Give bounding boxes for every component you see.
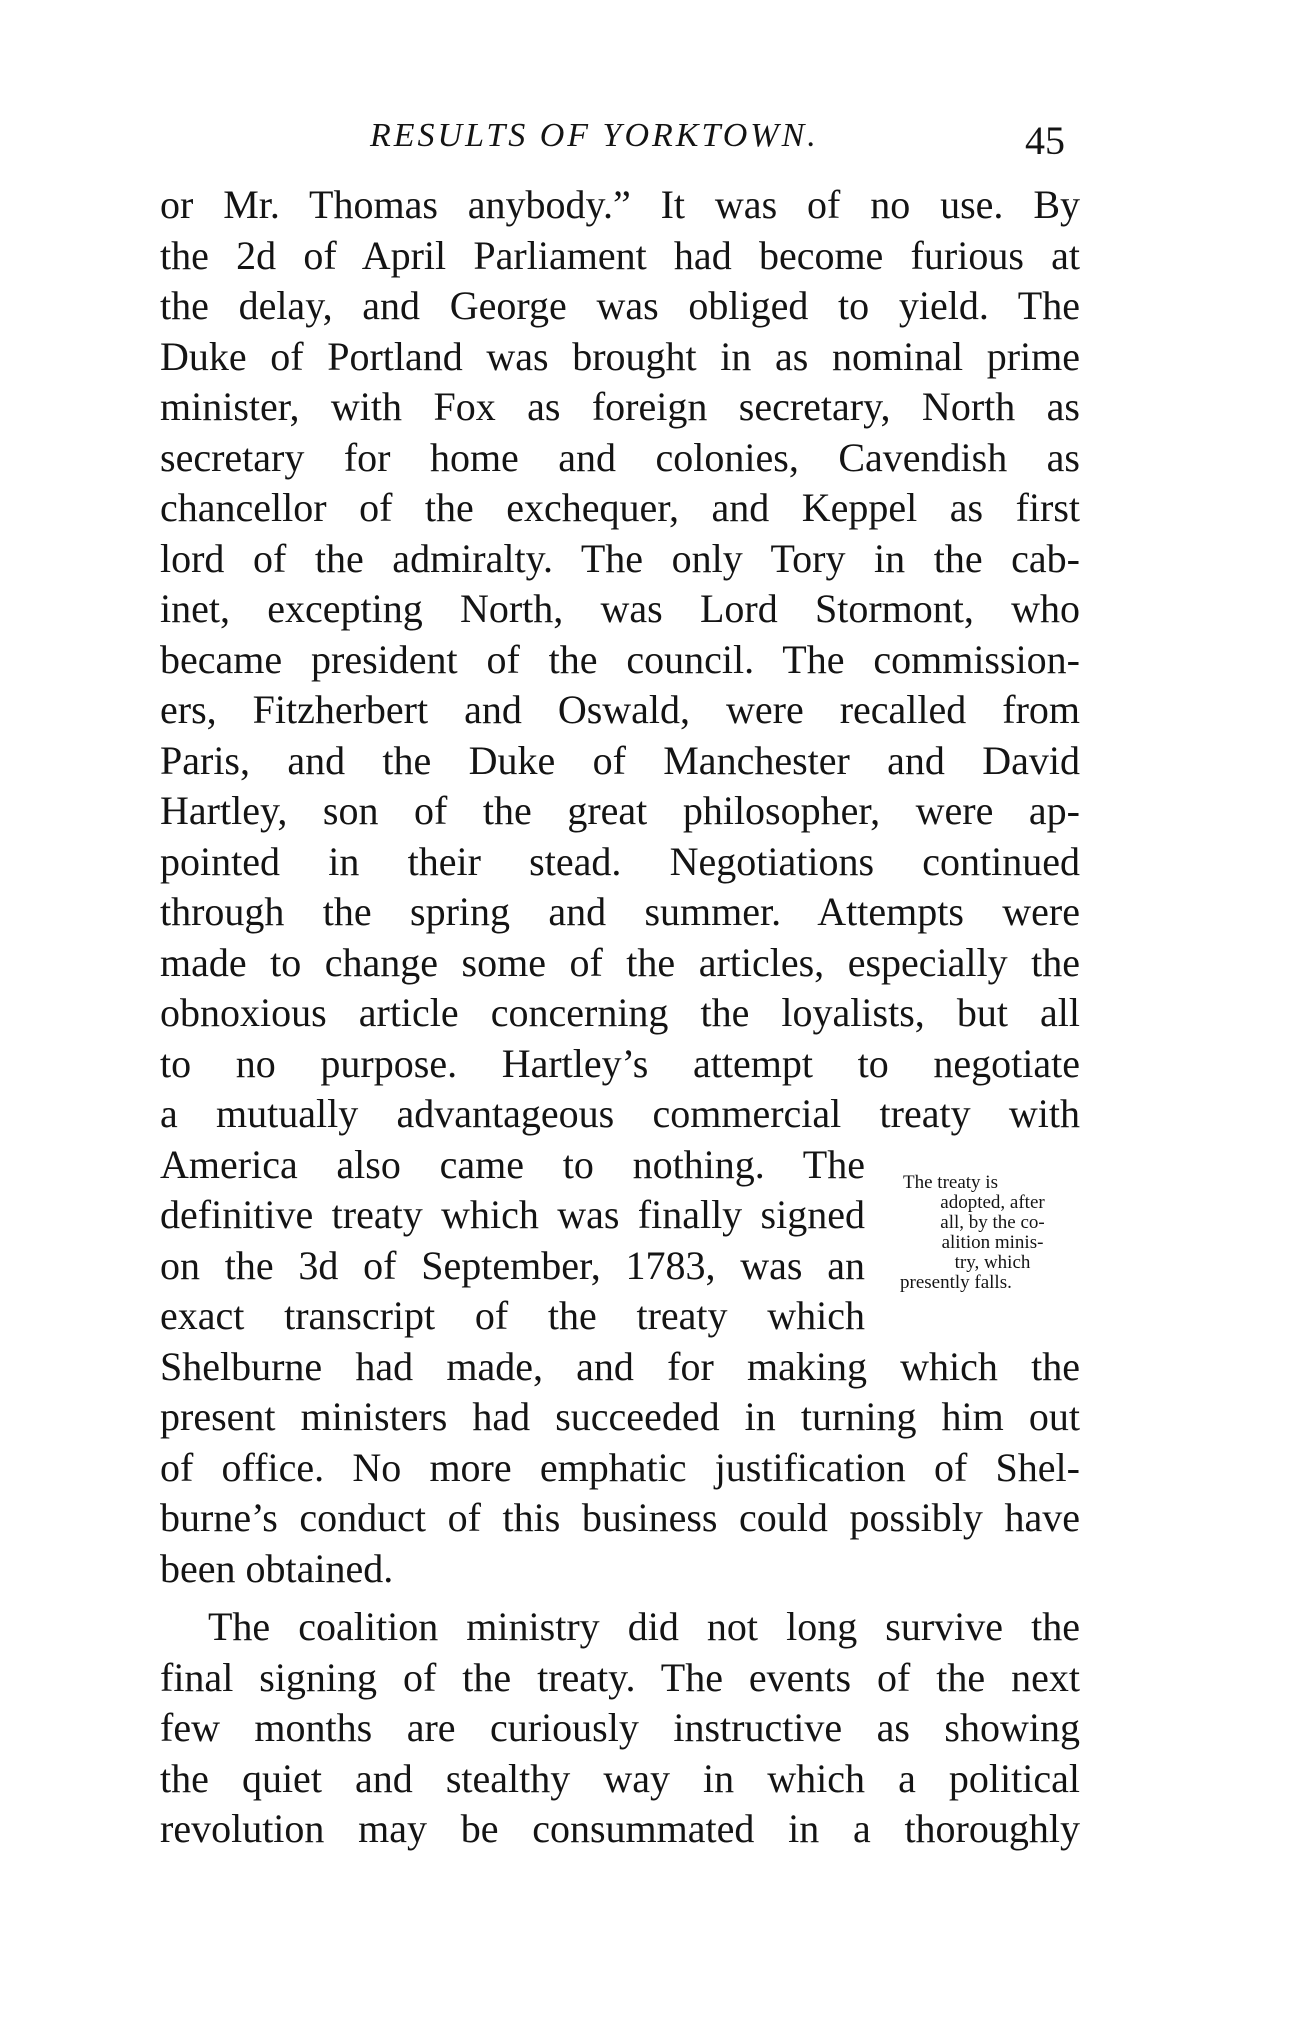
text-line: Shelburne had made, and for making which the: [160, 1343, 1080, 1389]
text-line: America also came to nothing. The: [160, 1141, 865, 1187]
margin-note-line: presently falls.: [900, 1272, 1012, 1293]
text-line: chancellor of the exchequer, and Keppel as first: [160, 485, 1080, 530]
margin-note-line: alition minis-: [941, 1232, 1044, 1253]
text-line: definitive treaty which was finally signed: [160, 1192, 865, 1237]
page-number: 45: [1025, 118, 1065, 163]
text-line: Paris, and the Duke of Manchester and David: [160, 737, 1080, 783]
text-line: or Mr. Thomas anybody.” It was of no use. By: [160, 182, 1080, 227]
text-line: became president of the council. The commission-: [160, 636, 1080, 682]
text-line: the quiet and stealthy way in which a political: [160, 1755, 1080, 1801]
text-line: ers, Fitzherbert and Oswald, were recalled from: [160, 687, 1080, 732]
text-line: of office. No more emphatic justification of Shel-: [160, 1444, 1080, 1490]
text-line: on the 3d of September, 1783, was an: [160, 1242, 865, 1288]
text-line: obnoxious article concerning the loyalists, but all: [160, 990, 1080, 1035]
text-line: few months are curiously instructive as showing: [160, 1705, 1080, 1750]
text-line: to no purpose. Hartley’s attempt to negotiate: [160, 1040, 1080, 1086]
text-line: final signing of the treaty. The events of the next: [160, 1654, 1080, 1700]
text-line: through the spring and summer. Attempts were: [160, 889, 1080, 934]
margin-note: [900, 1173, 1085, 1293]
text-line: lord of the admiralty. The only Tory in the cab-: [160, 535, 1080, 581]
text-line: exact transcript of the treaty which: [160, 1293, 865, 1338]
text-line: present ministers had succeeded in turning him out: [160, 1394, 1080, 1439]
running-head: RESULTS OF YORKTOWN.: [370, 117, 819, 154]
text-line: minister, with Fox as foreign secretary, North as: [160, 384, 1080, 429]
text-line: Duke of Portland was brought in as nominal prime: [160, 333, 1080, 379]
text-line: inet, excepting North, was Lord Stormont, who: [160, 586, 1080, 631]
margin-note-line: The treaty is: [903, 1172, 998, 1193]
margin-note-line: try, which: [954, 1252, 1031, 1273]
text-line: been obtained.: [160, 1545, 394, 1591]
text-line: made to change some of the articles, especially the: [160, 939, 1080, 985]
text-line: secretary for home and colonies, Cavendish as: [160, 434, 1080, 480]
text-line: revolution may be consummated in a thoroughly: [160, 1806, 1080, 1851]
text-line: the 2d of April Parliament had become furious at: [160, 232, 1080, 278]
margin-note-line: adopted, after: [940, 1192, 1045, 1213]
margin-note-line: all, by the co-: [940, 1212, 1045, 1233]
text-line: burne’s conduct of this business could possibly have: [160, 1495, 1080, 1540]
text-line: Hartley, son of the great philosopher, were ap-: [160, 788, 1080, 833]
text-line: pointed in their stead. Negotiations continued: [160, 838, 1080, 884]
text-line: a mutually advantageous commercial treaty with: [160, 1091, 1080, 1136]
body-text: [160, 180, 1080, 1855]
text-line: The coalition ministry did not long survive the: [208, 1604, 1080, 1649]
text-line: the delay, and George was obliged to yield. The: [160, 283, 1080, 328]
